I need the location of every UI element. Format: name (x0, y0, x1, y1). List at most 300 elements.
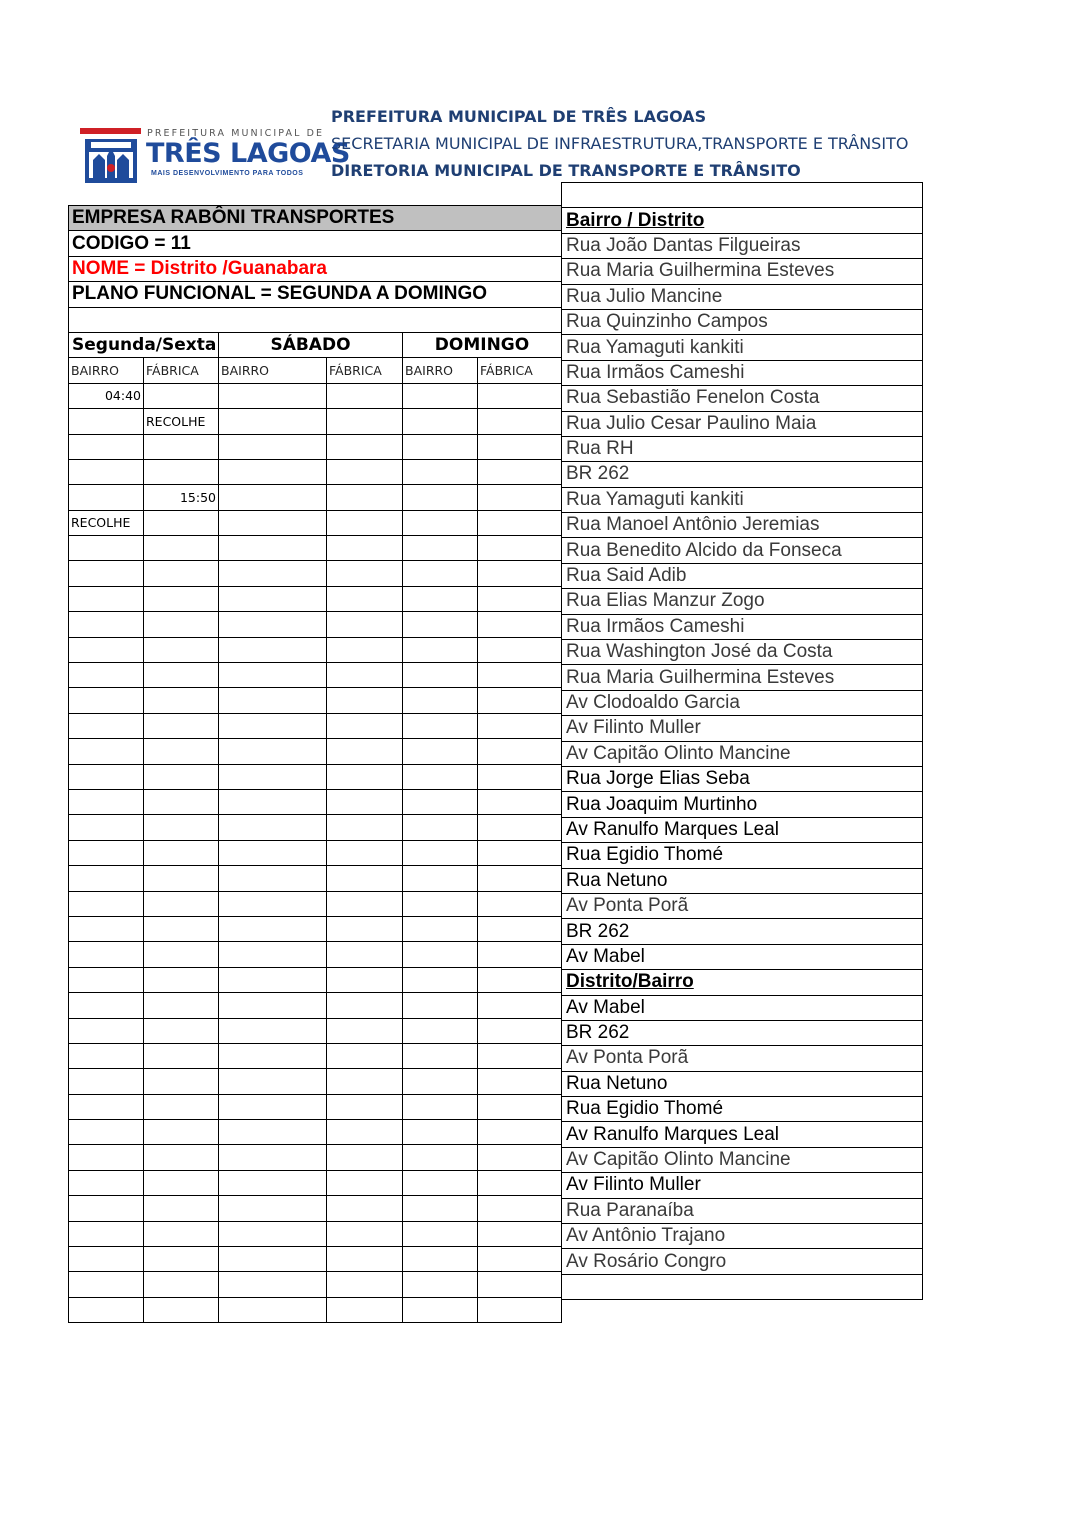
schedule-row (69, 663, 562, 688)
schedule-cell (478, 586, 562, 611)
schedule-cell (69, 942, 144, 967)
street-name: Av Rosário Congro (562, 1249, 923, 1274)
street-name: Av Capitão Olinto Mancine (562, 741, 923, 766)
itinerary-row (562, 843, 923, 868)
street-name: Av Ranulfo Marques Leal (562, 817, 923, 842)
schedule-cell (69, 434, 144, 459)
schedule-cell (69, 561, 144, 586)
itinerary-row (562, 716, 923, 741)
itinerary-row (562, 690, 923, 715)
schedule-cell (327, 510, 403, 535)
itinerary-row (562, 233, 923, 258)
schedule-cell (327, 1221, 403, 1246)
schedule-cell (403, 789, 478, 814)
itinerary-table (561, 182, 923, 1300)
schedule-cell (478, 891, 562, 916)
logo-small-text: PREFEITURA MUNICIPAL DE (147, 128, 325, 139)
subheader-row (69, 358, 562, 383)
schedule-cell (144, 383, 219, 408)
schedule-row (69, 1094, 562, 1119)
itinerary-row (562, 411, 923, 436)
schedule-cell (144, 1043, 219, 1068)
schedule-cell (403, 510, 478, 535)
schedule-cell (144, 612, 219, 637)
schedule-cell (69, 1145, 144, 1170)
schedule-cell (219, 688, 327, 713)
schedule-cell (327, 1094, 403, 1119)
schedule-cell (403, 815, 478, 840)
schedule-cell (69, 612, 144, 637)
schedule-cell (478, 688, 562, 713)
schedule-cell (144, 1018, 219, 1043)
schedule-cell (327, 815, 403, 840)
street-name: Rua Yamaguti kankiti (562, 487, 923, 512)
schedule-cell (219, 1297, 327, 1322)
schedule-cell (219, 866, 327, 891)
name-row (69, 256, 562, 281)
street-name: Rua Julio Cesar Paulino Maia (562, 411, 923, 436)
schedule-cell (219, 891, 327, 916)
schedule-cell (403, 561, 478, 586)
schedule-row (69, 815, 562, 840)
schedule-cell (219, 916, 327, 941)
schedule-cell (219, 637, 327, 662)
schedule-cell (403, 663, 478, 688)
itinerary-row (562, 259, 923, 284)
schedule-cell (403, 891, 478, 916)
schedule-cell (403, 1272, 478, 1297)
schedule-cell (69, 1120, 144, 1145)
schedule-row (69, 1069, 562, 1094)
itinerary-row (562, 335, 923, 360)
schedule-cell (478, 815, 562, 840)
schedule-cell (327, 1297, 403, 1322)
logo-big-text: TRÊS LAGOAS (146, 138, 350, 169)
schedule-cell (69, 739, 144, 764)
schedule-cell (327, 1247, 403, 1272)
itinerary-row (562, 1147, 923, 1172)
itinerary-row (562, 970, 923, 995)
schedule-cell (144, 764, 219, 789)
schedule-cell (327, 459, 403, 484)
schedule-cell (478, 1120, 562, 1145)
schedule-row (69, 916, 562, 941)
schedule-cell (69, 688, 144, 713)
schedule-row (69, 561, 562, 586)
schedule-cell (219, 485, 327, 510)
schedule-cell (219, 663, 327, 688)
schedule-cell (69, 1221, 144, 1246)
day-sunday: DOMINGO (403, 332, 562, 357)
schedule-cell (69, 916, 144, 941)
schedule-cell (403, 1297, 478, 1322)
schedule-cell (144, 1297, 219, 1322)
itinerary-section-header: Bairro / Distrito (562, 208, 923, 233)
schedule-cell (478, 1145, 562, 1170)
schedule-cell (403, 459, 478, 484)
schedule-cell (478, 459, 562, 484)
street-name: Rua Maria Guilhermina Esteves (562, 665, 923, 690)
schedule-cell (69, 459, 144, 484)
itinerary-section-header: Distrito/Bairro (562, 970, 923, 995)
schedule-row (69, 1145, 562, 1170)
itinerary-row (562, 1249, 923, 1274)
itinerary-row (562, 766, 923, 791)
itinerary-row (562, 462, 923, 487)
itinerary-row (562, 919, 923, 944)
days-row (69, 332, 562, 357)
schedule-cell (144, 916, 219, 941)
street-name: Rua Netuno (562, 1071, 923, 1096)
street-name: Av Ponta Porã (562, 893, 923, 918)
schedule-cell (144, 891, 219, 916)
schedule-row (69, 637, 562, 662)
schedule-cell (327, 1120, 403, 1145)
schedule-cell (69, 485, 144, 510)
schedule-cell (403, 1247, 478, 1272)
schedule-cell (478, 612, 562, 637)
schedule-cell (478, 1043, 562, 1068)
schedule-cell (144, 434, 219, 459)
schedule-cell (327, 1018, 403, 1043)
schedule-cell (144, 1094, 219, 1119)
schedule-cell: 15:50 (144, 485, 219, 510)
schedule-cell (327, 866, 403, 891)
schedule-cell (144, 510, 219, 535)
schedule-row (69, 713, 562, 738)
spacer-cell (69, 307, 562, 332)
schedule-cell (327, 536, 403, 561)
schedule-cell (69, 637, 144, 662)
schedule-row (69, 1170, 562, 1195)
itinerary-row (562, 614, 923, 639)
itinerary-row (562, 665, 923, 690)
itinerary-row (562, 1046, 923, 1071)
schedule-cell (403, 1120, 478, 1145)
schedule-cell (478, 510, 562, 535)
itinerary-row (562, 1097, 923, 1122)
schedule-cell (219, 612, 327, 637)
schedule-cell (403, 967, 478, 992)
schedule-cell (219, 1170, 327, 1195)
schedule-row (69, 459, 562, 484)
itinerary-row (562, 183, 923, 208)
schedule-cell (478, 637, 562, 662)
schedule-cell (219, 1145, 327, 1170)
schedule-cell (219, 993, 327, 1018)
schedule-cell (144, 789, 219, 814)
schedule-cell (219, 536, 327, 561)
schedule-cell (478, 764, 562, 789)
itinerary-row (562, 208, 923, 233)
schedule-cell (69, 840, 144, 865)
schedule-cell (478, 739, 562, 764)
schedule-cell (403, 612, 478, 637)
schedule-cell (144, 1272, 219, 1297)
schedule-cell (403, 1043, 478, 1068)
schedule-cell (403, 485, 478, 510)
street-name: Rua Maria Guilhermina Esteves (562, 259, 923, 284)
schedule-row (69, 1043, 562, 1068)
logo-red-bar (80, 128, 141, 134)
schedule-row (69, 1272, 562, 1297)
schedule-row (69, 739, 562, 764)
schedule-cell (478, 916, 562, 941)
street-name: Av Clodoaldo Garcia (562, 690, 923, 715)
day-weekdays: Segunda/Sexta (69, 332, 219, 357)
schedule-cell (219, 815, 327, 840)
schedule-cell (144, 1069, 219, 1094)
schedule-cell (403, 916, 478, 941)
schedule-cell (403, 688, 478, 713)
schedule-cell (327, 485, 403, 510)
logo-tagline: MAIS DESENVOLVIMENTO PARA TODOS (151, 170, 304, 177)
schedule-cell (478, 1094, 562, 1119)
schedule-row (69, 1247, 562, 1272)
subheader-cell: FÁBRICA (327, 358, 403, 383)
schedule-cell (69, 1170, 144, 1195)
itinerary-row (562, 1173, 923, 1198)
itinerary-row (562, 893, 923, 918)
header-title-secretaria: SECRETARIA MUNICIPAL DE INFRAESTRUTURA,TRANSPORTE E TRÂNSITO (331, 134, 909, 153)
itinerary-row (562, 1020, 923, 1045)
street-name: Rua Netuno (562, 868, 923, 893)
schedule-cell (144, 866, 219, 891)
street-name: Av Ranulfo Marques Leal (562, 1122, 923, 1147)
subheader-cell: BAIRRO (69, 358, 144, 383)
subheader-cell: BAIRRO (403, 358, 478, 383)
street-name: Rua Manoel Antônio Jeremias (562, 513, 923, 538)
schedule-cell (327, 383, 403, 408)
itinerary-row (562, 868, 923, 893)
spacer-row (69, 307, 562, 332)
itinerary-row (562, 640, 923, 665)
schedule-cell (403, 1018, 478, 1043)
schedule-cell (144, 739, 219, 764)
schedule-cell: 04:40 (69, 383, 144, 408)
street-name: Av Filinto Muller (562, 1173, 923, 1198)
schedule-cell (219, 1247, 327, 1272)
schedule-cell (69, 586, 144, 611)
schedule-cell (327, 409, 403, 434)
schedule-cell (327, 840, 403, 865)
day-saturday: SÁBADO (219, 332, 403, 357)
street-name: BR 262 (562, 919, 923, 944)
schedule-cell (327, 1069, 403, 1094)
schedule-cell (403, 637, 478, 662)
schedule-cell (327, 942, 403, 967)
schedule-cell (327, 1272, 403, 1297)
schedule-cell (219, 1196, 327, 1221)
schedule-cell (219, 840, 327, 865)
schedule-row (69, 993, 562, 1018)
street-name: Av Mabel (562, 944, 923, 969)
schedule-cell (144, 1120, 219, 1145)
itinerary-row (562, 563, 923, 588)
schedule-cell (327, 561, 403, 586)
schedule-cell (69, 713, 144, 738)
schedule-cell (69, 866, 144, 891)
street-name: Rua Julio Mancine (562, 284, 923, 309)
street-name: Rua Egidio Thomé (562, 843, 923, 868)
schedule-cell (403, 536, 478, 561)
schedule-cell (327, 1145, 403, 1170)
schedule-row (69, 1297, 562, 1322)
schedule-cell (478, 789, 562, 814)
schedule-cell (327, 993, 403, 1018)
street-name: Av Capitão Olinto Mancine (562, 1147, 923, 1172)
itinerary-row (562, 309, 923, 334)
company-row (69, 206, 562, 231)
schedule-cell (403, 1094, 478, 1119)
schedule-cell (144, 815, 219, 840)
schedule-cell (478, 713, 562, 738)
route-code: CODIGO = 11 (69, 231, 562, 256)
subheader-cell: BAIRRO (219, 358, 327, 383)
schedule-cell (478, 1247, 562, 1272)
schedule-cell (219, 942, 327, 967)
schedule-cell (219, 1043, 327, 1068)
schedule-cell (327, 764, 403, 789)
schedule-cell: RECOLHE (69, 510, 144, 535)
schedule-cell (403, 1221, 478, 1246)
itinerary-row (562, 513, 923, 538)
schedule-cell (478, 663, 562, 688)
schedule-row (69, 840, 562, 865)
schedule-cell (144, 993, 219, 1018)
schedule-cell (478, 1069, 562, 1094)
schedule-cell (219, 1120, 327, 1145)
schedule-cell (219, 1018, 327, 1043)
schedule-cell (403, 942, 478, 967)
street-name: Rua Jorge Elias Seba (562, 766, 923, 791)
city-logo (80, 128, 350, 184)
schedule-cell (144, 536, 219, 561)
schedule-cell (327, 891, 403, 916)
schedule-row (69, 586, 562, 611)
street-name: Rua Quinzinho Campos (562, 309, 923, 334)
schedule-cell (69, 1272, 144, 1297)
schedule-cell (327, 663, 403, 688)
subheader-cell: FÁBRICA (144, 358, 219, 383)
schedule-cell (69, 1196, 144, 1221)
schedule-row (69, 1221, 562, 1246)
schedule-cell (144, 586, 219, 611)
schedule-cell (69, 789, 144, 814)
schedule-cell: RECOLHE (144, 409, 219, 434)
schedule-cell (478, 1196, 562, 1221)
schedule-cell (403, 713, 478, 738)
schedule-cell (144, 967, 219, 992)
street-name: BR 262 (562, 462, 923, 487)
schedule-cell (403, 1170, 478, 1195)
schedule-row (69, 510, 562, 535)
schedule-cell (69, 536, 144, 561)
schedule-row (69, 536, 562, 561)
schedule-cell (327, 713, 403, 738)
schedule-cell (219, 1069, 327, 1094)
street-name: Rua Sebastião Fenelon Costa (562, 386, 923, 411)
street-name: Rua Irmãos Cameshi (562, 360, 923, 385)
schedule-cell (144, 561, 219, 586)
schedule-cell (69, 663, 144, 688)
schedule-cell (327, 967, 403, 992)
schedule-cell (219, 1221, 327, 1246)
schedule-cell (219, 459, 327, 484)
schedule-row (69, 866, 562, 891)
street-name: Rua Elias Manzur Zogo (562, 589, 923, 614)
itinerary-row (562, 386, 923, 411)
schedule-cell (219, 967, 327, 992)
schedule-cell (69, 815, 144, 840)
schedule-cell (219, 586, 327, 611)
schedule-cell (144, 459, 219, 484)
itinerary-row (562, 741, 923, 766)
itinerary-row (562, 284, 923, 309)
street-name: Rua Irmãos Cameshi (562, 614, 923, 639)
schedule-cell (327, 1170, 403, 1195)
schedule-cell (144, 663, 219, 688)
schedule-cell (69, 764, 144, 789)
schedule-cell (219, 789, 327, 814)
schedule-cell (403, 1069, 478, 1094)
schedule-row (69, 485, 562, 510)
street-name: Av Mabel (562, 995, 923, 1020)
schedule-cell (219, 764, 327, 789)
itinerary-row (562, 487, 923, 512)
schedule-cell (69, 1018, 144, 1043)
schedule-cell (69, 1297, 144, 1322)
schedule-cell (478, 536, 562, 561)
schedule-cell (327, 789, 403, 814)
subheader-cell: FÁBRICA (478, 358, 562, 383)
schedule-cell (69, 1094, 144, 1119)
schedule-row (69, 1018, 562, 1043)
schedule-cell (403, 993, 478, 1018)
schedule-cell (478, 1018, 562, 1043)
itinerary-row (562, 817, 923, 842)
street-name: Av Ponta Porã (562, 1046, 923, 1071)
street-name: Rua Benedito Alcido da Fonseca (562, 538, 923, 563)
schedule-cell (144, 637, 219, 662)
schedule-cell (144, 1221, 219, 1246)
schedule-cell (69, 1247, 144, 1272)
street-name (562, 183, 923, 208)
schedule-row (69, 967, 562, 992)
schedule-cell (69, 409, 144, 434)
schedule-cell (403, 383, 478, 408)
schedule-cell (478, 942, 562, 967)
street-name: BR 262 (562, 1020, 923, 1045)
schedule-cell (403, 739, 478, 764)
schedule-row (69, 1196, 562, 1221)
itinerary-row (562, 538, 923, 563)
schedule-cell (327, 1043, 403, 1068)
schedule-cell (69, 891, 144, 916)
schedule-cell (478, 383, 562, 408)
schedule-cell (219, 561, 327, 586)
street-name: Rua Washington José da Costa (562, 640, 923, 665)
schedule-cell (478, 485, 562, 510)
schedule-row (69, 789, 562, 814)
street-name: Rua Egidio Thomé (562, 1097, 923, 1122)
street-name: Rua Paranaíba (562, 1198, 923, 1223)
schedule-cell (144, 840, 219, 865)
street-name: Rua Said Adib (562, 563, 923, 588)
schedule-cell (478, 1221, 562, 1246)
street-name: Rua Yamaguti kankiti (562, 335, 923, 360)
schedule-cell (327, 739, 403, 764)
